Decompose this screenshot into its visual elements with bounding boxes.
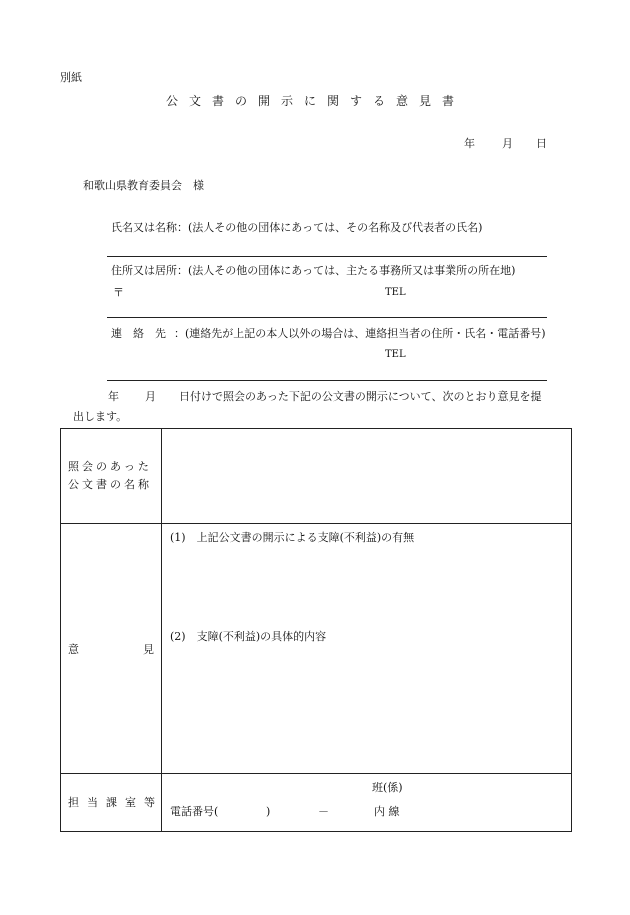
statement-line-1: 日付けで照会のあった下記の公文書の開示について、次のとおり意見を提 (179, 390, 542, 403)
contact-field-line (107, 380, 547, 381)
statement-year: 年 (108, 390, 119, 403)
tel-label-contact: TEL (385, 349, 406, 360)
opinion-item-1: (1) 上記公文書の開示による支障(不利益)の有無 (170, 531, 415, 544)
section-label: 班(係) (372, 781, 403, 794)
document-name-label-cell (61, 429, 162, 524)
address-field-line (107, 317, 547, 318)
name-field-label: 氏名又は名称：(法人その他の団体にあっては、その名称及び代表者の氏名) (111, 221, 483, 234)
opinion-input-cell[interactable] (162, 524, 572, 774)
name-field-line (107, 256, 547, 257)
statement-month: 月 (145, 390, 156, 403)
contact-field-label: 連 絡 先 (111, 327, 166, 340)
table-row-department (61, 774, 572, 832)
phone-label: 電話番号( (170, 805, 219, 818)
document-name-input-cell[interactable] (162, 429, 572, 524)
opinion-item-2: (2) 支障(不利益)の具体的内容 (170, 630, 327, 643)
opinion-label-left: 意 (68, 643, 79, 656)
statement-line-2: 出します。 (73, 410, 128, 423)
attachment-label: 別紙 (60, 71, 82, 84)
document-title: 公文書の開示に関する意見書 (166, 94, 466, 108)
date-month: 月 (502, 137, 513, 150)
postal-mark: 〒 (113, 286, 124, 299)
table-row-opinion (61, 524, 572, 774)
opinion-table (60, 428, 572, 832)
extension-label: 内 線 (374, 805, 400, 818)
tel-label-address: TEL (385, 287, 406, 298)
date-day: 日 (536, 137, 547, 150)
date-year: 年 (464, 137, 475, 150)
address-field-label: 住所又は居所：(法人その他の団体にあっては、主たる事務所又は事業所の所在地) (111, 264, 516, 277)
document-name-label-line-1: 照会のあった (68, 460, 152, 473)
table-row-document-name (61, 429, 572, 524)
document-name-label-line-2: 公文書の名称 (68, 478, 152, 491)
phone-close-paren: ) (266, 805, 271, 818)
opinion-label-right: 見 (143, 643, 154, 656)
phone-dash: － (318, 805, 329, 818)
department-label: 担当課室等 (68, 796, 163, 809)
department-label-cell (61, 774, 162, 832)
department-input-cell[interactable] (162, 774, 572, 832)
addressee: 和歌山県教育委員会 様 (83, 179, 204, 192)
contact-field-note: ：(連絡先が上記の本人以外の場合は、連絡担当者の住所・氏名・電話番号) (174, 327, 546, 340)
opinion-label-cell (61, 524, 162, 774)
